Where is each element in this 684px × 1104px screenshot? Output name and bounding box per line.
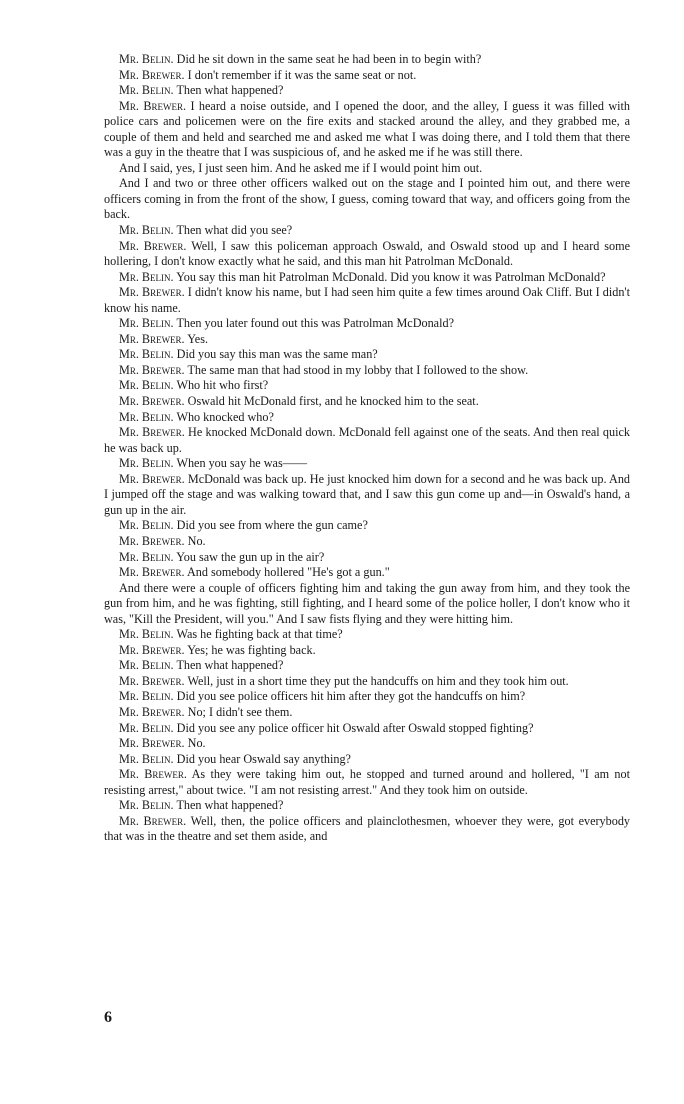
paragraph-text: Then what happened?: [176, 658, 284, 673]
testimony-paragraph: [104, 752, 630, 768]
testimony-paragraph: [104, 721, 630, 737]
testimony-paragraph: [104, 798, 630, 814]
speaker-label: Mr. Belin.: [119, 720, 174, 735]
paragraph-text: Well, I saw this policeman approach Oswald, and Oswald stood up and I heard some hollering, I don't know exactly what he said, and this man hit Patrolman McDonald.: [104, 238, 630, 269]
speaker-label: Mr. Belin.: [119, 316, 174, 331]
speaker-label: Mr. Belin.: [119, 378, 174, 393]
testimony-paragraph: [104, 270, 630, 286]
paragraph-text: No.: [187, 736, 206, 751]
page-number: 6: [104, 1009, 112, 1026]
speaker-label: Mr. Belin.: [119, 223, 174, 238]
paragraph-text: Yes.: [187, 331, 208, 346]
testimony-paragraph: [104, 239, 630, 270]
testimony-paragraph: [104, 68, 630, 84]
paragraph-text: Then what happened?: [176, 83, 284, 98]
testimony-paragraph: [104, 332, 630, 348]
paragraph-text: Then what happened?: [176, 798, 284, 813]
speaker-label: Mr. Brewer.: [119, 767, 187, 782]
paragraph-text: The same man that had stood in my lobby that I followed to the show.: [187, 362, 529, 377]
testimony-paragraph: [104, 705, 630, 721]
paragraph-text: Well, then, the police officers and plainclothesmen, whoever they were, got everybody that was in the theatre and set them aside, and: [104, 813, 631, 844]
paragraph-text: I didn't know his name, but I had seen him quite a few times around Oak Cliff. But I didn't know his name.: [104, 285, 631, 315]
speaker-label: Mr. Brewer.: [119, 673, 185, 688]
paragraph-text: Did you see from where the gun came?: [176, 518, 368, 533]
testimony-paragraph: [104, 347, 630, 363]
speaker-label: Mr. Belin.: [119, 456, 174, 471]
testimony-paragraph: [104, 223, 630, 239]
paragraph-text: Yes; he was fighting back.: [187, 642, 316, 657]
testimony-paragraph: [104, 394, 630, 410]
paragraph-text: Did you see police officers hit him after they got the handcuffs on him?: [176, 689, 526, 704]
paragraph-text: And I and two or three other officers walked out on the stage and I pointed him out, and there were officers coming in from the front of the show, I guess, coming toward that way, and officers going from the back.: [104, 176, 630, 222]
testimony-paragraph: [104, 83, 630, 99]
speaker-label: Mr. Belin.: [119, 751, 174, 766]
speaker-label: Mr. Belin.: [119, 83, 174, 98]
testimony-paragraph: [104, 472, 630, 519]
paragraph-text: Did you hear Oswald say anything?: [176, 751, 351, 766]
speaker-label: Mr. Belin.: [119, 269, 174, 284]
testimony-paragraph: [104, 767, 630, 798]
speaker-label: Mr. Brewer.: [119, 67, 185, 82]
paragraph-text: Did you see any police officer hit Oswald after Oswald stopped fighting?: [176, 720, 534, 735]
testimony-paragraph: [104, 425, 630, 456]
paragraph-text: Who hit who first?: [176, 378, 269, 393]
paragraph-text: No; I didn't see them.: [187, 704, 293, 719]
speaker-label: Mr. Belin.: [119, 347, 174, 362]
testimony-paragraph: [104, 674, 630, 690]
speaker-label: Mr. Brewer.: [119, 238, 187, 253]
paragraph-text: I don't remember if it was the same seat or not.: [187, 67, 417, 82]
speaker-label: Mr. Brewer.: [119, 285, 185, 300]
testimony-paragraph: [104, 550, 630, 566]
testimony-paragraph: [104, 518, 630, 534]
paragraph-text: As they were taking him out, he stopped and turned around and hollered, "I am not resisting arrest," about twice. "I am not resisting arrest." And they took him on outside.: [104, 767, 631, 797]
speaker-label: Mr. Belin.: [119, 518, 174, 533]
speaker-label: Mr. Brewer.: [119, 331, 185, 346]
paragraph-text: And I said, yes, I just seen him. And he asked me if I would point him out.: [119, 160, 483, 175]
speaker-label: Mr. Brewer.: [119, 813, 187, 828]
speaker-label: Mr. Brewer.: [119, 471, 185, 486]
paragraph-text: You saw the gun up in the air?: [176, 549, 325, 564]
testimony-paragraph: [104, 627, 630, 643]
paragraph-text: Then what did you see?: [176, 223, 293, 238]
paragraph-text: Then you later found out this was Patrolman McDonald?: [176, 316, 454, 331]
speaker-label: Mr. Brewer.: [119, 425, 185, 440]
testimony-paragraph: [104, 689, 630, 705]
testimony-text: [104, 52, 630, 845]
speaker-label: Mr. Brewer.: [119, 736, 185, 751]
speaker-label: Mr. Brewer.: [119, 98, 186, 113]
paragraph-text: He knocked McDonald down. McDonald fell against one of the seats. And then real quick he was back up.: [104, 425, 631, 455]
testimony-paragraph: [104, 643, 630, 659]
testimony-paragraph: [104, 285, 630, 316]
paragraph-text: Oswald hit McDonald first, and he knocked him to the seat.: [187, 394, 479, 409]
speaker-label: Mr. Belin.: [119, 798, 174, 813]
testimony-paragraph: [104, 565, 630, 581]
paragraph-text: And there were a couple of officers fighting him and taking the gun away from him, and they took the gun from him, and he was fighting, still fighting, and I heard some of the police holler, I don't know who it was, "Kill the President, will you." And I saw fists flying and they were hitting him.: [104, 580, 630, 626]
testimony-paragraph: [104, 658, 630, 674]
paragraph-text: Who knocked who?: [176, 409, 274, 424]
testimony-paragraph: [104, 581, 630, 628]
testimony-paragraph: [104, 534, 630, 550]
speaker-label: Mr. Belin.: [119, 52, 174, 66]
speaker-label: Mr. Brewer.: [119, 533, 185, 548]
testimony-paragraph: [104, 176, 630, 223]
speaker-label: Mr. Brewer.: [119, 394, 185, 409]
paragraph-text: When you say he was——: [176, 456, 308, 471]
paragraph-text: Did you say this man was the same man?: [176, 347, 378, 362]
testimony-paragraph: [104, 316, 630, 332]
testimony-paragraph: [104, 161, 630, 177]
speaker-label: Mr. Belin.: [119, 658, 174, 673]
testimony-paragraph: [104, 410, 630, 426]
speaker-label: Mr. Brewer.: [119, 565, 185, 580]
speaker-label: Mr. Brewer.: [119, 362, 185, 377]
testimony-paragraph: [104, 736, 630, 752]
paragraph-text: I heard a noise outside, and I opened the door, and the alley, I guess it was filled with police cars and policemen were on the fire exits and stacked around the alley, and they grabbed me, a couple of them and held and searched me and asked me what I was doing there, and I told them that there was a guy in the theatre that I was suspicious of, and he asked me if he was still there.: [104, 98, 631, 160]
paragraph-text: You say this man hit Patrolman McDonald. Did you know it was Patrolman McDonald?: [176, 269, 606, 284]
speaker-label: Mr. Belin.: [119, 627, 174, 642]
paragraph-text: Did he sit down in the same seat he had been in to begin with?: [176, 52, 482, 66]
paragraph-text: And somebody hollered "He's got a gun.": [186, 565, 390, 580]
testimony-paragraph: [104, 378, 630, 394]
testimony-paragraph: [104, 99, 630, 161]
paragraph-text: No.: [187, 533, 206, 548]
paragraph-text: Well, just in a short time they put the handcuffs on him and they took him out.: [187, 673, 569, 688]
testimony-paragraph: [104, 814, 630, 845]
speaker-label: Mr. Belin.: [119, 409, 174, 424]
speaker-label: Mr. Belin.: [119, 549, 174, 564]
speaker-label: Mr. Brewer.: [119, 642, 185, 657]
testimony-paragraph: [104, 52, 630, 68]
paragraph-text: McDonald was back up. He just knocked him down for a second and he was back up. And I jumped off the stage and was walking toward that, and I saw this gun come up and—in Oswald's hand, a gun up in the air.: [104, 471, 631, 517]
speaker-label: Mr. Belin.: [119, 689, 174, 704]
speaker-label: Mr. Brewer.: [119, 704, 185, 719]
paragraph-text: Was he fighting back at that time?: [176, 627, 343, 642]
testimony-paragraph: [104, 456, 630, 472]
testimony-paragraph: [104, 363, 630, 379]
